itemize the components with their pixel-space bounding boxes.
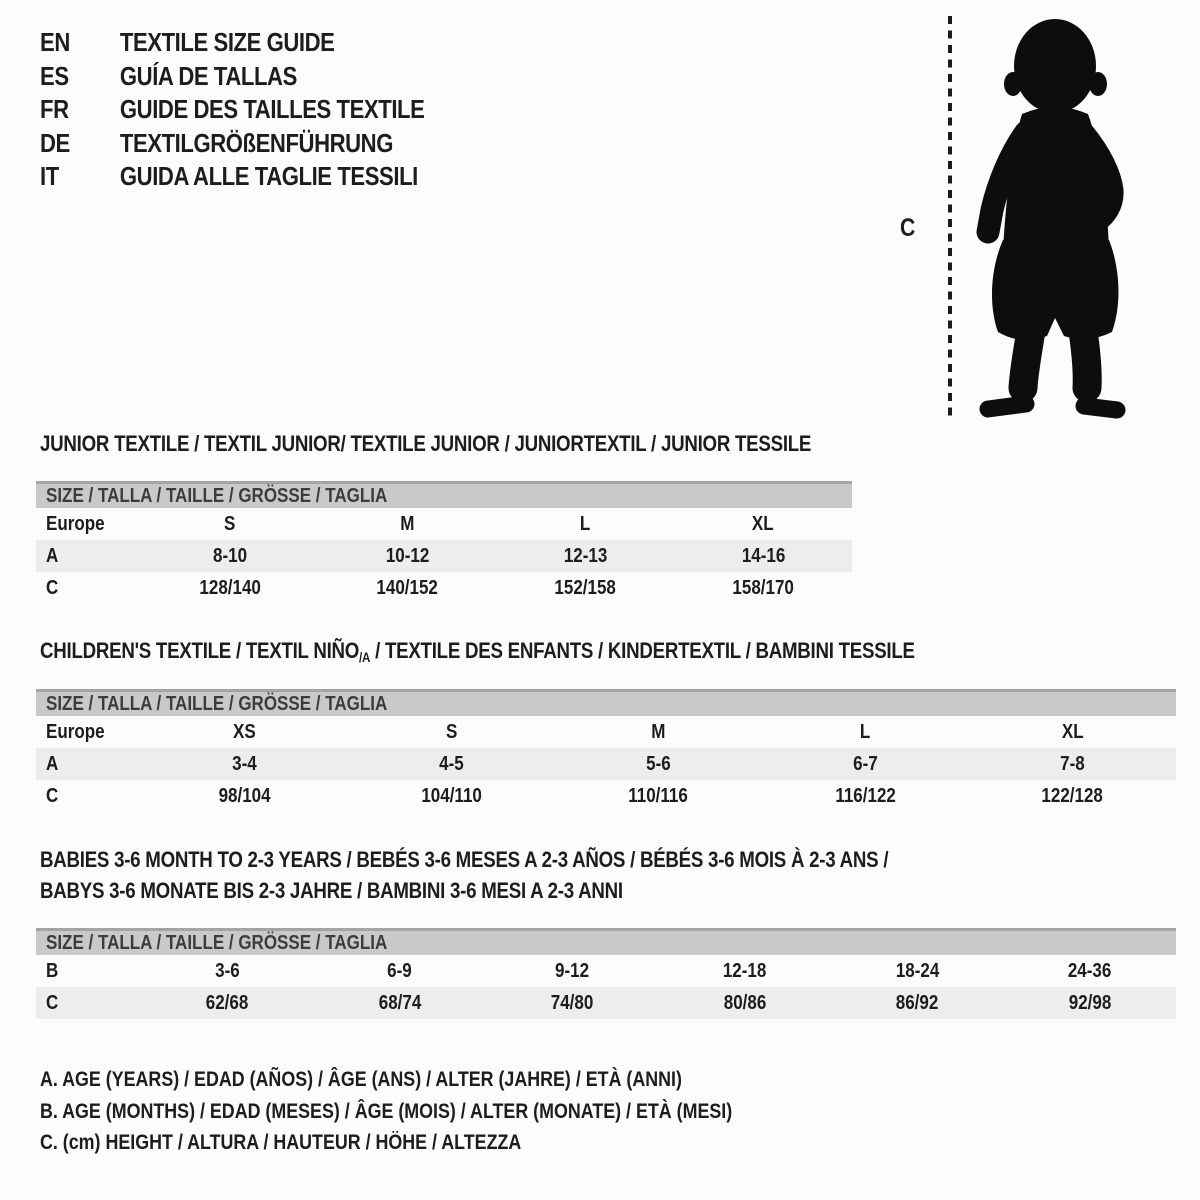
table-cell: 14-16 (741, 544, 785, 567)
language-title: TEXTILGRÖßENFÜHRUNG (119, 127, 393, 158)
table-cell: M (400, 512, 415, 535)
table-cell: L (580, 512, 591, 535)
list-item (40, 61, 424, 95)
table-cell: 92/98 (1068, 991, 1112, 1014)
table-cell: 4-5 (439, 752, 464, 775)
babies-title-line1: BABIES 3-6 MONTH TO 2-3 YEARS / BEBÉS 3-6 MESES A 2-3 AÑOS / BÉBÉS 3-6 MOIS À 2-3 ANS / (40, 847, 889, 872)
legend-line-c: C. (cm) HEIGHT / ALTURA / HAUTEUR / HÖHE / ALTEZZA (40, 1131, 522, 1154)
table-cell: 128/140 (199, 576, 261, 599)
table-cell: Europe (46, 720, 105, 743)
table-cell: 7-8 (1060, 752, 1085, 775)
table-row-sizes (36, 716, 1176, 748)
table-header: SIZE / TALLA / TAILLE / GRÖSSE / TAGLIA (36, 928, 1176, 955)
table-cell: 18-24 (895, 959, 939, 982)
table-cell: 122/128 (1041, 784, 1104, 807)
babies-size-table (36, 928, 1176, 1019)
table-cell: 6-7 (853, 752, 878, 775)
legend (40, 1068, 854, 1163)
table-row-height-cm (36, 780, 1176, 812)
table-cell: Europe (46, 512, 105, 535)
table-header: SIZE / TALLA / TAILLE / GRÖSSE / TAGLIA (36, 481, 852, 508)
height-measure-label: C (900, 214, 916, 242)
table-cell: 110/116 (628, 784, 689, 807)
table-cell: L (860, 720, 871, 743)
table-row-age-months (36, 955, 1176, 987)
language-title: GUIDE DES TAILLES TEXTILE (119, 94, 425, 124)
legend-line-b: B. AGE (MONTHS) / EDAD (MESES) / ÂGE (MOIS) / ALTER (MONATE) / ETÀ (MESI) (40, 1099, 733, 1123)
table-cell: 98/104 (218, 784, 271, 807)
section-title-junior: JUNIOR TEXTILE / TEXTIL JUNIOR/ TEXTILE JUNIOR / JUNIORTEXTIL / JUNIOR TESSILE (40, 431, 812, 456)
table-cell: 3-6 (214, 959, 240, 982)
table-cell: 116/122 (835, 784, 896, 807)
table-cell: 10-12 (385, 544, 430, 567)
table-cell: 12-13 (563, 544, 608, 567)
list-item (40, 128, 424, 162)
table-cell: XL (752, 512, 774, 535)
section-title-children: CHILDREN'S TEXTILE / TEXTIL $NIÑO_{/A}$ / TEXTILE DES ENFANTS / KINDERTEXTIL / BAMBINI TESSILE (40, 638, 915, 665)
table-cell: XL (1061, 720, 1084, 743)
table-cell: S (224, 512, 236, 535)
table-row-height-cm (36, 572, 852, 604)
list-item (40, 27, 424, 61)
table-row-age-years (36, 540, 852, 572)
table-cell: 8-10 (212, 544, 247, 567)
babies-title-line2: BABYS 3-6 MONATE BIS 2-3 JAHRE / BAMBINI 3-6 MESI A 2-3 ANNI (40, 878, 623, 903)
table-cell: 62/68 (205, 991, 249, 1014)
table-cell: B (46, 959, 59, 982)
table-cell: 152/158 (554, 576, 617, 599)
table-cell: 12-18 (723, 959, 767, 982)
table-cell: 24-36 (1068, 959, 1112, 982)
table-row-sizes (36, 508, 852, 540)
table-cell: S (445, 720, 458, 743)
language-code: EN (40, 27, 70, 57)
table-cell: 3-4 (232, 752, 257, 775)
language-title: GUIDA ALLE TAGLIE TESSILI (119, 161, 418, 191)
table-cell: 68/74 (378, 991, 422, 1014)
language-code: IT (40, 161, 59, 191)
table-cell: 74/80 (550, 991, 594, 1014)
table-cell: 158/170 (732, 576, 794, 599)
table-cell: C (46, 576, 59, 599)
list-item (40, 161, 424, 195)
language-guide (40, 27, 492, 195)
table-cell: A (46, 544, 59, 567)
list-item (40, 94, 424, 128)
language-code: FR (40, 94, 69, 124)
table-row-height-cm (36, 987, 1176, 1019)
table-cell: 86/92 (895, 991, 939, 1014)
table-cell: 5-6 (646, 752, 671, 775)
height-measure-dashed-line (948, 16, 952, 418)
table-cell: 6-9 (387, 959, 413, 982)
children-size-table (36, 689, 1176, 812)
baby-silhouette-image (958, 12, 1143, 422)
nino-a-subscript: /A (359, 649, 371, 665)
table-cell: C (46, 991, 59, 1014)
language-title: TEXTILE SIZE GUIDE (119, 27, 335, 57)
legend-line-a: A. AGE (YEARS) / EDAD (AÑOS) / ÂGE (ANS) / ALTER (JAHRE) / ETÀ (ANNI) (40, 1068, 682, 1091)
table-header: SIZE / TALLA / TAILLE / GRÖSSE / TAGLIA (36, 689, 1176, 716)
table-cell: C (46, 784, 59, 807)
language-code: DE (40, 127, 70, 158)
table-cell: 80/86 (723, 991, 767, 1014)
table-cell: A (46, 752, 59, 775)
table-cell: 9-12 (555, 959, 590, 982)
language-title: GUÍA DE TALLAS (119, 60, 297, 91)
table-cell: 140/152 (376, 576, 439, 599)
table-cell: XS (233, 720, 256, 743)
table-cell: M (651, 720, 666, 743)
table-cell: 104/110 (421, 784, 482, 807)
junior-size-table (36, 481, 852, 604)
language-code: ES (40, 60, 69, 91)
section-title-babies (40, 844, 1038, 906)
table-row-age-years (36, 748, 1176, 780)
